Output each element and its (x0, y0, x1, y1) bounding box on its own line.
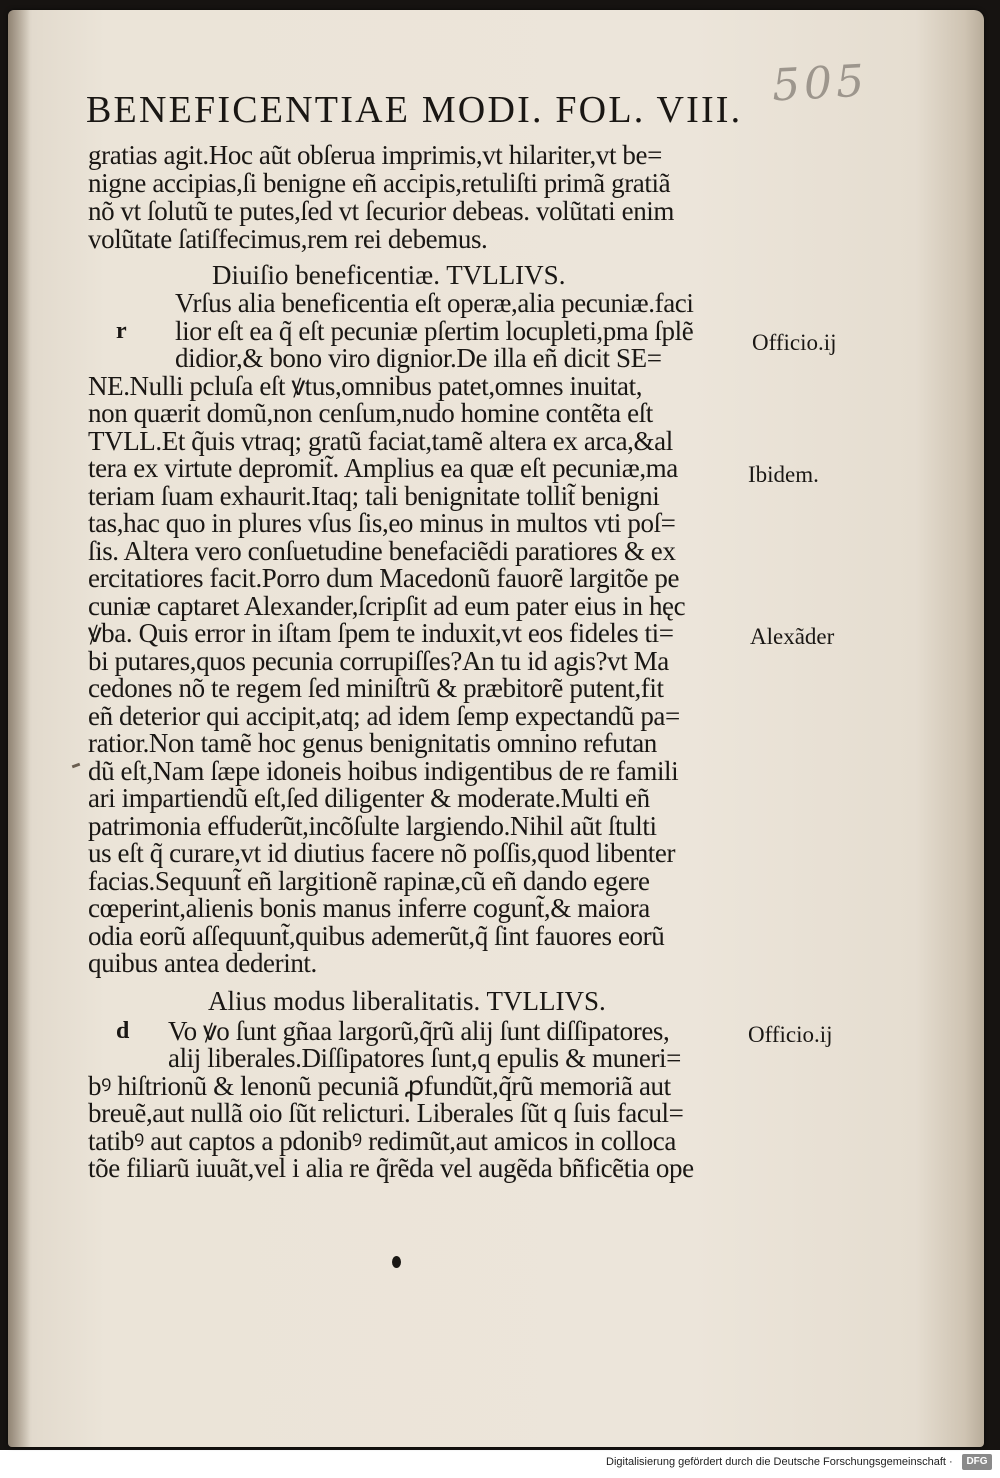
text-line: ercitatiores facit.Porro dum Macedonũ fauorẽ largitõe pe (88, 563, 680, 593)
text-line: Vrſus alia beneficentia eſt operæ,alia pecuniæ.faci (175, 288, 694, 318)
text-line: gratias agit.Hoc aũt obſerua imprimis,vt hilariter,vt be= (88, 140, 662, 170)
text-line: TVLL.Et q̃uis vtraq; gratũ faciat,tamẽ altera ex arca,&al (88, 426, 673, 456)
text-line: nigne accipias,ſi benigne eñ accipis,retuliſti primã gratiã (88, 168, 671, 198)
guide-letter: r (116, 318, 127, 344)
text-line: Vo ꝟo ſunt gñaa largorũ,q̃rũ alij ſunt diſſipatores, (168, 1016, 670, 1046)
text-line: lior eſt ea q̃ eſt pecuniæ pſertim locupleti,pma ſplẽ (175, 316, 694, 346)
text-line: ꝟba. Quis error in iſtam ſpem te induxit,vt eos fideles ti= (88, 618, 674, 648)
text-line: teriam ſuam exhaurit.Itaq; tali benignitate tollit̃ benigni (88, 481, 660, 511)
text-line: quibus antea dederint. (88, 948, 317, 978)
text-line: us eſt q̃ curare,vt id diutius facere nõ poſſis,quod libenter (88, 838, 676, 868)
section-heading: Alius modus liberalitatis. TVLLIVS. (208, 986, 606, 1016)
text-line: ratior.Non tamẽ hoc genus benignitatis omnino refutan (88, 728, 657, 758)
text-line: bi putares,quos pecunia corrupiſſes?An tu id agis?vt Ma (88, 646, 669, 676)
guide-letter: d (116, 1018, 130, 1044)
handwritten-folio-number: 505 (770, 55, 870, 112)
text-line: facias.Sequunt̃ eñ largitionẽ rapinæ,cũ eñ dando egere (88, 866, 650, 896)
margin-note: Alexãder (750, 624, 835, 649)
text-line: alij liberales.Diſſipatores ſunt,q epulis & muneri= (168, 1043, 681, 1073)
text-line: tas,hac quo in plures vſus ſis,eo minus in multos vti poſ= (88, 508, 676, 538)
text-line: patrimonia effuderũt,incõſulte largiendo.Nihil aũt ſtulti (88, 811, 657, 841)
text-line: dũ eſt,Nam ſæpe idoneis hoibus indigentibus de re famili (88, 756, 679, 786)
margin-note: Officio.ij (752, 330, 837, 355)
text-line: eñ deterior qui accipit,atq; ad idem ſemp expectandũ pa= (88, 701, 680, 731)
text-line: volũtate ſatiſfecimus,rem rei debemus. (88, 224, 488, 254)
text-line: tatibꝰ aut captos a pdonibꝰ redimũt,aut amicos in colloca (88, 1126, 676, 1156)
running-head: BENEFICENTIAE MODI. FOL. VIII. (86, 89, 743, 131)
gutter-shadow (8, 10, 30, 1447)
text-line: cedones nõ te regem ſed miniſtrũ & præbitorẽ putent,fit (88, 673, 664, 703)
digitization-credit: Digitalisierung gefördert durch die Deutsche Forschungsgemeinschaft · (606, 1456, 953, 1468)
ink-dot (392, 1256, 401, 1268)
text-line: odia eorũ aſſequunt̃,quibus ademerũt,q̃ ſint fauores eorũ (88, 921, 665, 951)
margin-note: Ibidem. (748, 462, 819, 487)
text-line: ari impartiendũ eſt,ſed diligenter & moderate.Multi eñ (88, 783, 650, 813)
text-line: bꝰ hiſtrionũ & lenonũ pecuniã ꝓfundũt,q̃rũ memoriã aut (88, 1071, 671, 1101)
text-line: tera ex virtute depromit̃. Amplius ea quæ eſt pecuniæ,ma (88, 453, 678, 483)
section-heading: Diuiſio beneficentiæ. TVLLIVS. (212, 260, 566, 290)
text-line: non quærit domũ,non cenſum,nudo homine contẽta eſt (88, 398, 653, 428)
text-line: tõe filiarũ iuuãt,vel i alia re q̃rẽda vel augẽda bñficẽtia ope (88, 1153, 694, 1183)
text-line: cuniæ captaret Alexander,ſcripſit ad eum pater eius in hęc (88, 591, 686, 621)
text-line: NE.Nulli pcluſa eſt ꝟtus,omnibus patet,omnes inuitat, (88, 371, 643, 401)
text-line: nõ vt ſolutũ te putes,ſed vt ſecurior debeas. volũtati enim (88, 196, 675, 226)
text-line: ſis. Altera vero conſuetudine benefaciẽdi paratiores & ex (88, 536, 676, 566)
text-line: breuẽ,aut nullã oio ſũt relicturi. Liberales ſũt q ſuis facul= (88, 1098, 684, 1128)
text-line: didior,& bono viro dignior.De illa eñ dicit SE= (175, 343, 662, 373)
margin-note: Officio.ij (748, 1022, 833, 1047)
dfg-logo: DFG (962, 1454, 992, 1470)
text-line: cœperint,alienis bonis manus inferre cogunt̃,& maiora (88, 893, 650, 923)
